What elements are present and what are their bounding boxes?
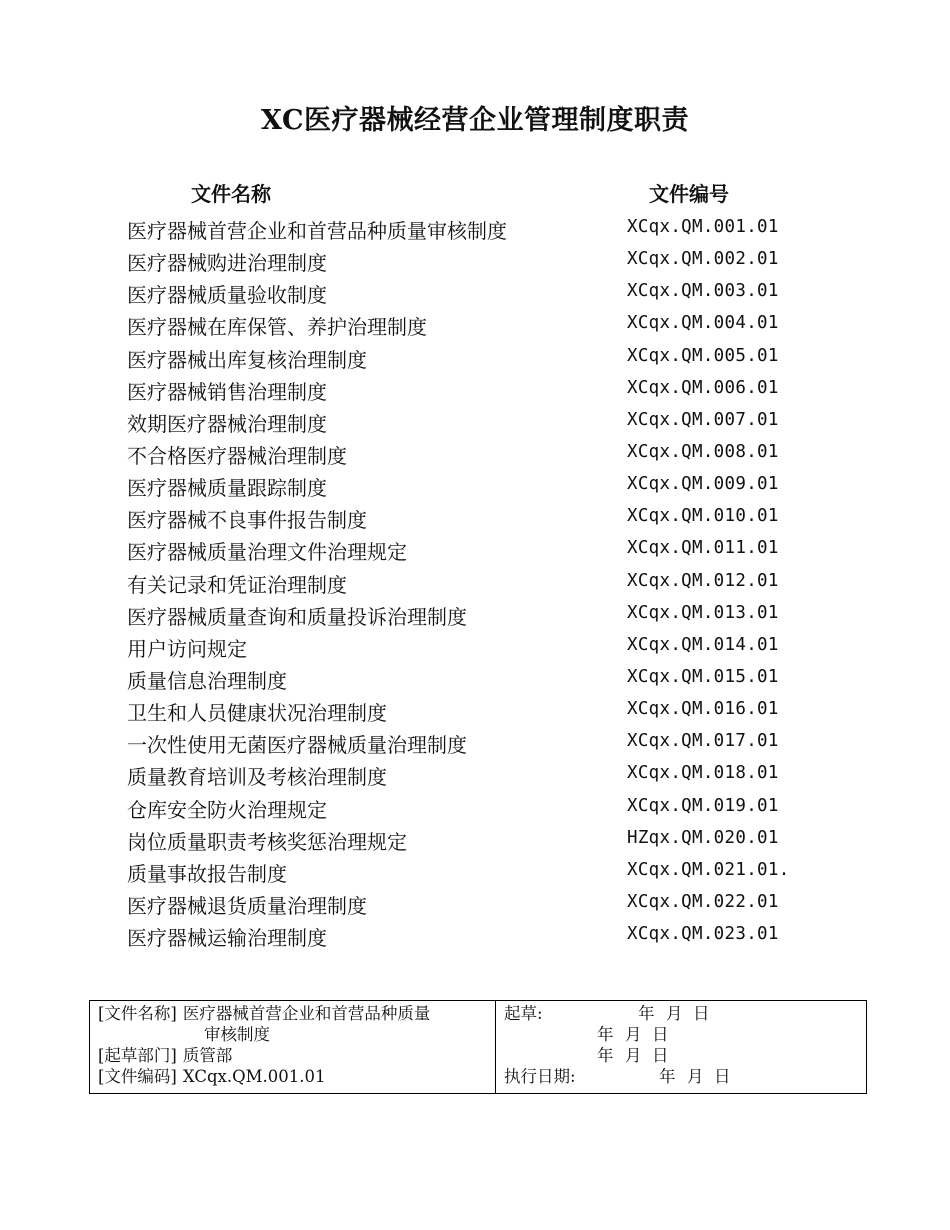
file-name: 仓库安全防火治理规定 xyxy=(127,797,327,822)
file-code: XCqx.QM.003.01 xyxy=(627,281,779,302)
file-name: 用户访问规定 xyxy=(127,636,247,661)
file-name: 医疗器械质量治理文件治理规定 xyxy=(127,540,407,565)
column-header-file-code: 文件编号 xyxy=(649,182,729,206)
file-code: XCqx.QM.007.01 xyxy=(627,409,779,430)
list-item xyxy=(0,918,950,950)
document-list xyxy=(0,211,950,950)
file-code: XCqx.QM.001.01 xyxy=(627,217,779,237)
list-item xyxy=(0,340,950,372)
list-item xyxy=(0,629,950,661)
file-code: XCqx.QM.008.01 xyxy=(627,441,779,462)
code-label: [文件编码] xyxy=(98,1067,177,1086)
list-item xyxy=(0,468,950,500)
list-item xyxy=(0,565,950,597)
file-name: 医疗器械不良事件报告制度 xyxy=(127,508,367,533)
file-code: XCqx.QM.018.01 xyxy=(627,763,779,784)
file-code: XCqx.QM.012.01 xyxy=(627,570,779,591)
list-item xyxy=(0,275,950,307)
file-code: XCqx.QM.005.01 xyxy=(627,345,779,366)
file-name: 医疗器械质量跟踪制度 xyxy=(127,476,327,501)
document-title: XC医疗器械经营企业管理制度职责 xyxy=(261,105,689,136)
file-code: XCqx.QM.013.01 xyxy=(627,602,779,623)
file-code: XCqx.QM.016.01 xyxy=(627,699,779,720)
file-name: 医疗器械购进治理制度 xyxy=(127,251,327,276)
file-name-value-line1: 医疗器械首营企业和首营品种质量 xyxy=(182,1004,431,1023)
file-code: XCqx.QM.004.01 xyxy=(627,313,779,334)
info-right-column xyxy=(504,1003,864,1087)
file-code: XCqx.QM.006.01 xyxy=(627,377,779,398)
file-code: XCqx.QM.023.01 xyxy=(627,924,779,945)
file-code: XCqx.QM.015.01 xyxy=(627,666,779,687)
list-item xyxy=(0,243,950,275)
file-name: 医疗器械首营企业和首营品种质量审核制度 xyxy=(127,219,507,243)
exec-day: 日 xyxy=(714,1067,731,1086)
file-name: 医疗器械质量验收制度 xyxy=(127,283,327,308)
file-code: XCqx.QM.002.01 xyxy=(627,249,779,270)
file-name-value-line2: 审核制度 xyxy=(204,1025,270,1044)
list-item xyxy=(0,372,950,404)
list-item xyxy=(0,500,950,532)
list-item xyxy=(0,693,950,725)
date2-month: 月 xyxy=(625,1025,642,1044)
file-code: XCqx.QM.017.01 xyxy=(627,731,779,752)
list-item xyxy=(0,436,950,468)
draft-label: 起草: xyxy=(504,1004,543,1023)
file-code: XCqx.QM.009.01 xyxy=(627,474,779,495)
file-name: 医疗器械在库保管、养护治理制度 xyxy=(127,315,427,340)
document-info-box xyxy=(89,1000,867,1094)
draft-day: 日 xyxy=(693,1004,710,1023)
file-code: XCqx.QM.010.01 xyxy=(627,506,779,527)
column-header-file-name: 文件名称 xyxy=(191,182,271,206)
exec-date-label: 执行日期: xyxy=(504,1067,576,1086)
list-item xyxy=(0,854,950,886)
list-item xyxy=(0,822,950,854)
file-name: 有关记录和凭证治理制度 xyxy=(127,572,347,597)
date3-month: 月 xyxy=(625,1046,642,1065)
list-item xyxy=(0,661,950,693)
file-name-label: [文件名称] xyxy=(98,1004,177,1023)
info-left-column xyxy=(98,1003,490,1087)
exec-year: 年 xyxy=(659,1067,676,1086)
list-item xyxy=(0,597,950,629)
file-code: XCqx.QM.022.01 xyxy=(627,891,779,912)
file-name: 医疗器械运输治理制度 xyxy=(127,926,327,951)
file-name: 质量信息治理制度 xyxy=(127,668,287,693)
date3-year: 年 xyxy=(597,1046,614,1065)
date2-year: 年 xyxy=(597,1025,614,1044)
list-item xyxy=(0,790,950,822)
file-name: 一次性使用无菌医疗器械质量治理制度 xyxy=(127,733,467,758)
list-item xyxy=(0,886,950,918)
list-item xyxy=(0,532,950,564)
file-name: 岗位质量职责考核奖惩治理规定 xyxy=(127,829,407,854)
file-code: XCqx.QM.021.01. xyxy=(627,859,790,880)
file-code: HZqx.QM.020.01 xyxy=(627,827,779,848)
file-code: XCqx.QM.019.01 xyxy=(627,795,779,816)
file-name: 医疗器械质量查询和质量投诉治理制度 xyxy=(127,604,467,629)
date2-day: 日 xyxy=(652,1025,669,1044)
list-item xyxy=(0,404,950,436)
file-code: XCqx.QM.011.01 xyxy=(627,538,779,559)
dept-label: [起草部门] xyxy=(98,1046,177,1065)
date3-day: 日 xyxy=(652,1046,669,1065)
file-name: 质量事故报告制度 xyxy=(127,861,287,886)
file-name: 医疗器械退货质量治理制度 xyxy=(127,893,367,918)
file-name: 医疗器械销售治理制度 xyxy=(127,379,327,404)
list-item xyxy=(0,725,950,757)
dept-value: 质管部 xyxy=(182,1046,233,1065)
file-name: 质量教育培训及考核治理制度 xyxy=(127,765,387,790)
file-name: 不合格医疗器械治理制度 xyxy=(127,443,347,468)
code-value: XCqx.QM.001.01 xyxy=(182,1067,326,1086)
list-item xyxy=(0,307,950,339)
file-name: 医疗器械出库复核治理制度 xyxy=(127,347,367,372)
list-item xyxy=(0,757,950,789)
file-name: 效期医疗器械治理制度 xyxy=(127,411,327,436)
exec-month: 月 xyxy=(687,1067,704,1086)
info-box-divider xyxy=(495,1001,496,1093)
draft-month: 月 xyxy=(666,1004,683,1023)
list-item xyxy=(0,211,950,243)
draft-year: 年 xyxy=(638,1004,655,1023)
file-name: 卫生和人员健康状况治理制度 xyxy=(127,701,387,726)
file-code: XCqx.QM.014.01 xyxy=(627,634,779,655)
